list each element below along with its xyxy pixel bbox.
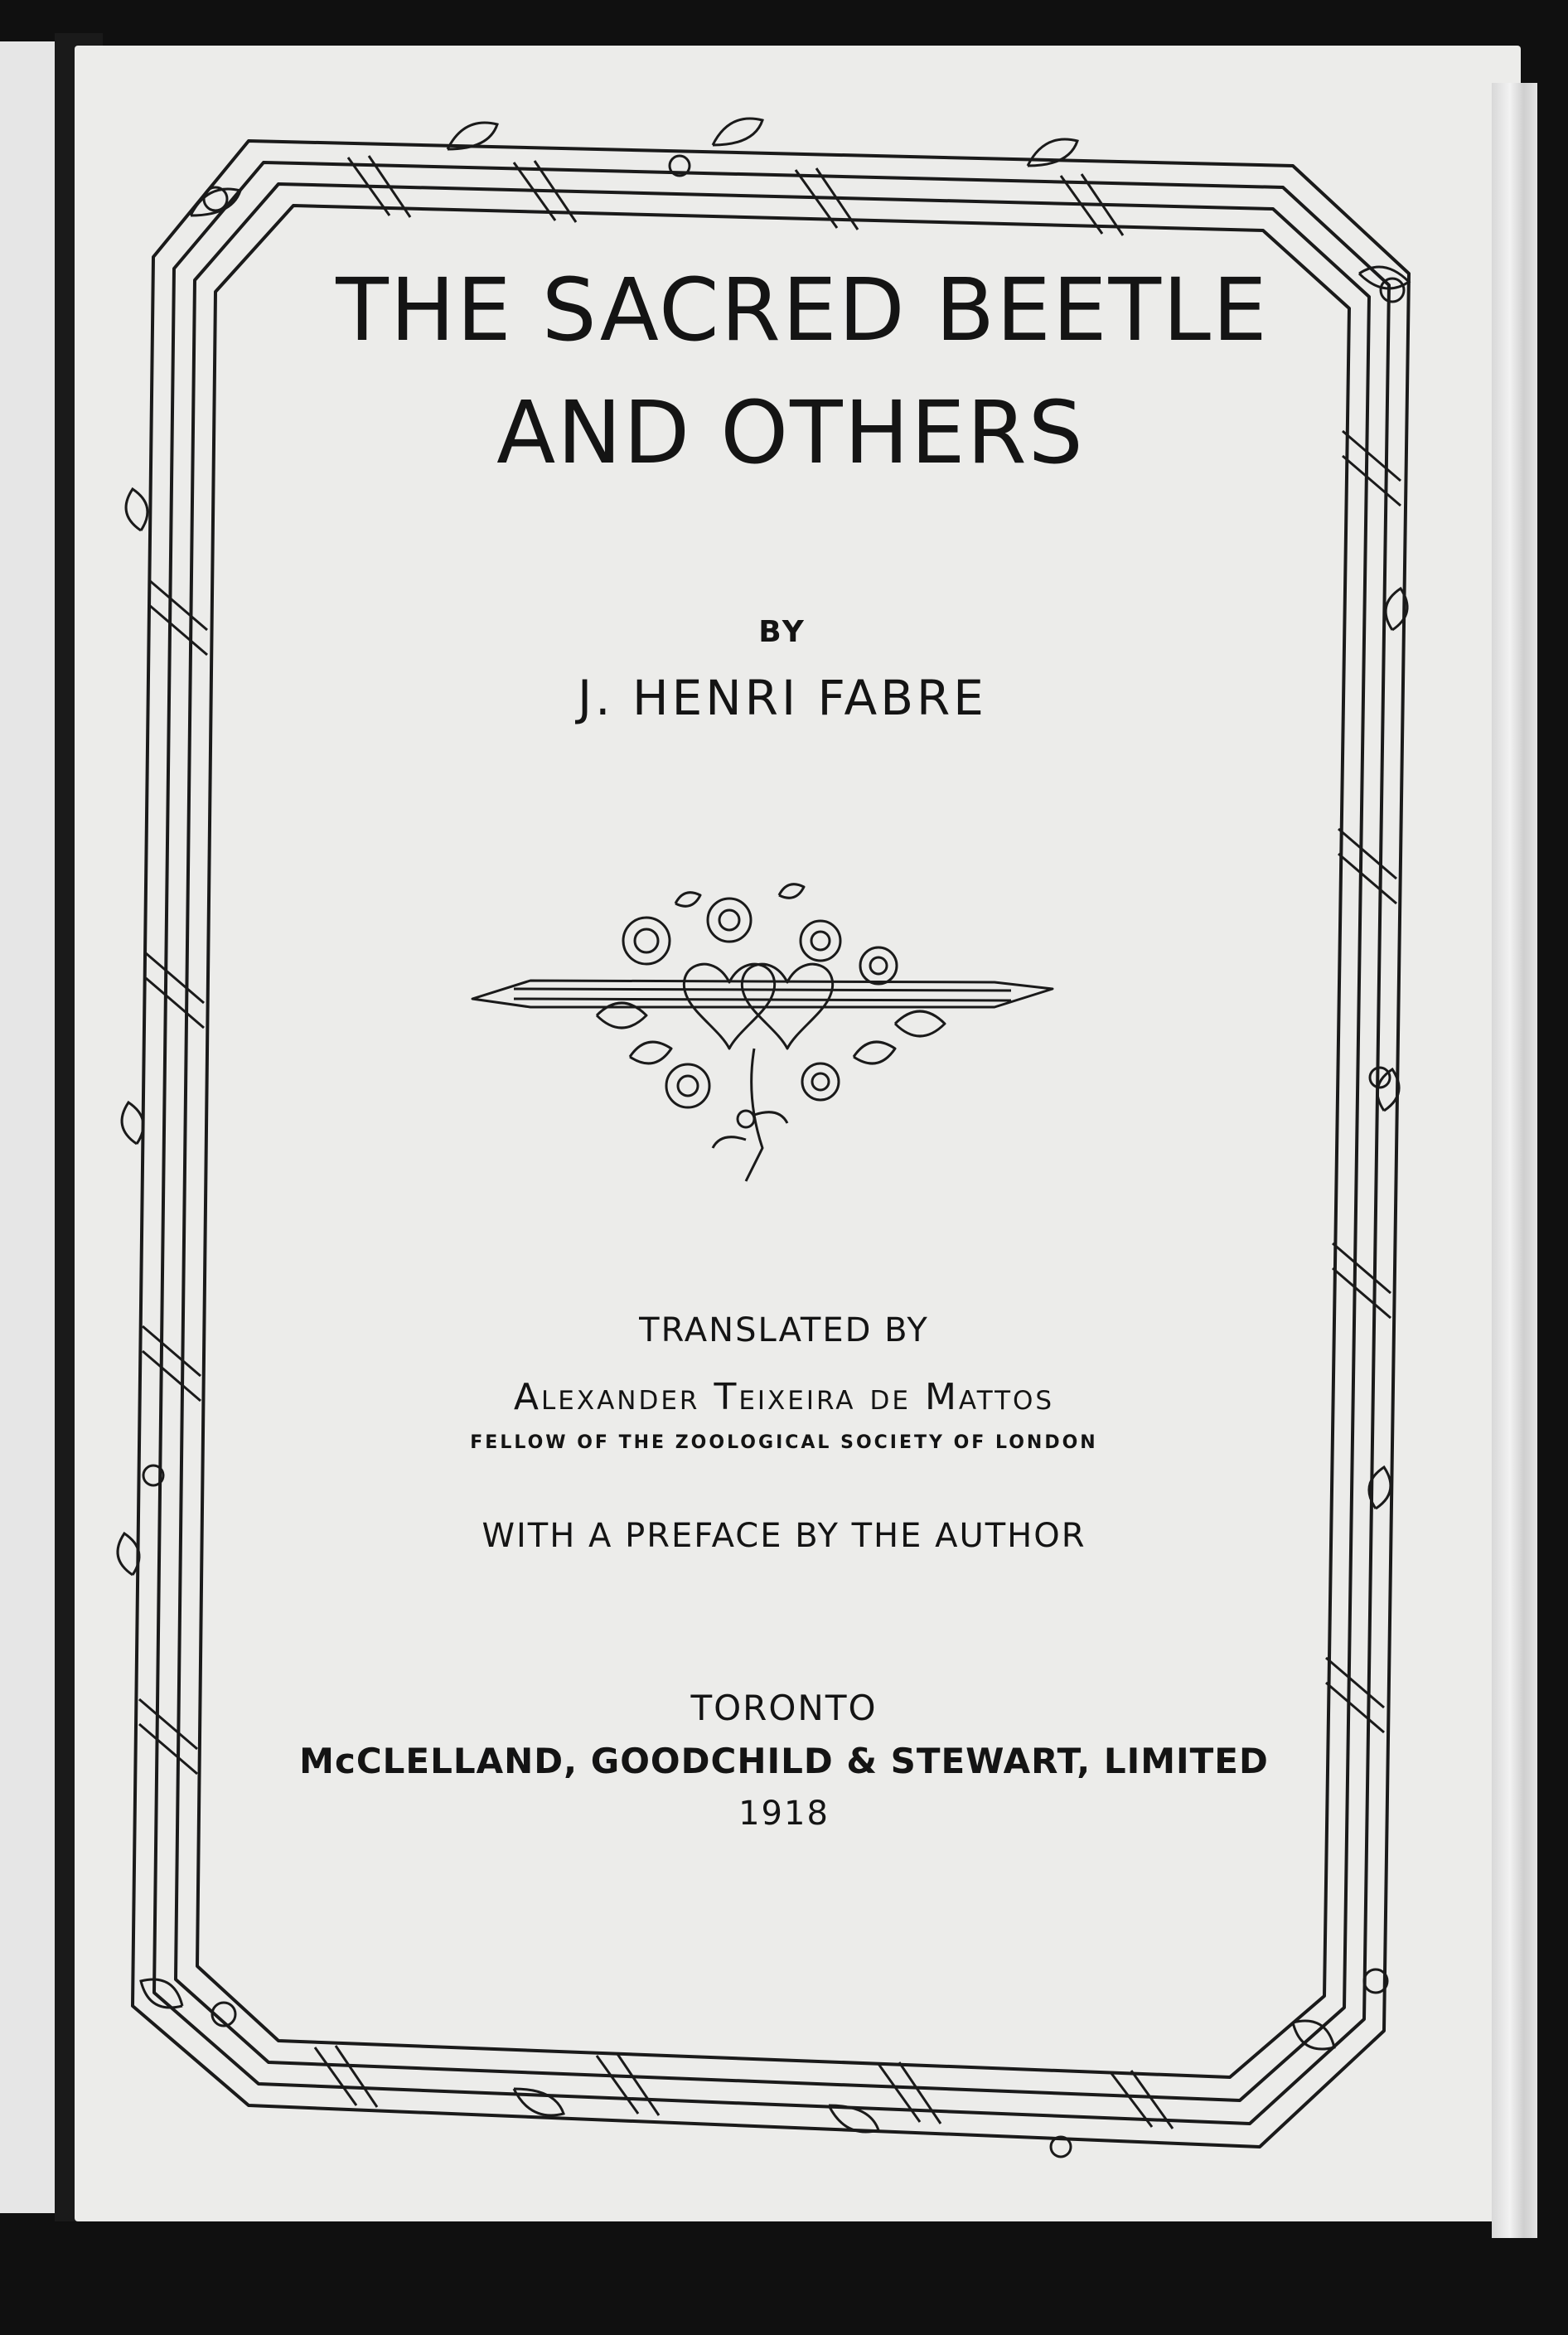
translator-credit: FELLOW OF THE ZOOLOGICAL SOCIETY OF LONDON (470, 1432, 1098, 1453)
translated-by-label: TRANSLATED BY (639, 1311, 929, 1349)
translator-name: Alexander Teixeira de Mattos (513, 1376, 1055, 1418)
publisher-city: TORONTO (690, 1688, 878, 1728)
by-label: BY (758, 615, 806, 649)
roses-and-hearts-ornament-icon (464, 883, 1061, 1189)
title-line-2: AND OTHERS (496, 382, 1085, 483)
title-line-1: THE SACRED BEETLE (336, 259, 1269, 361)
author-name: J. HENRI FABRE (578, 670, 987, 726)
publication-year: 1918 (738, 1795, 830, 1833)
publisher-name: McCLELLAND, GOODCHILD & STEWART, LIMITED (299, 1741, 1269, 1781)
preface-note: WITH A PREFACE BY THE AUTHOR (482, 1517, 1086, 1555)
